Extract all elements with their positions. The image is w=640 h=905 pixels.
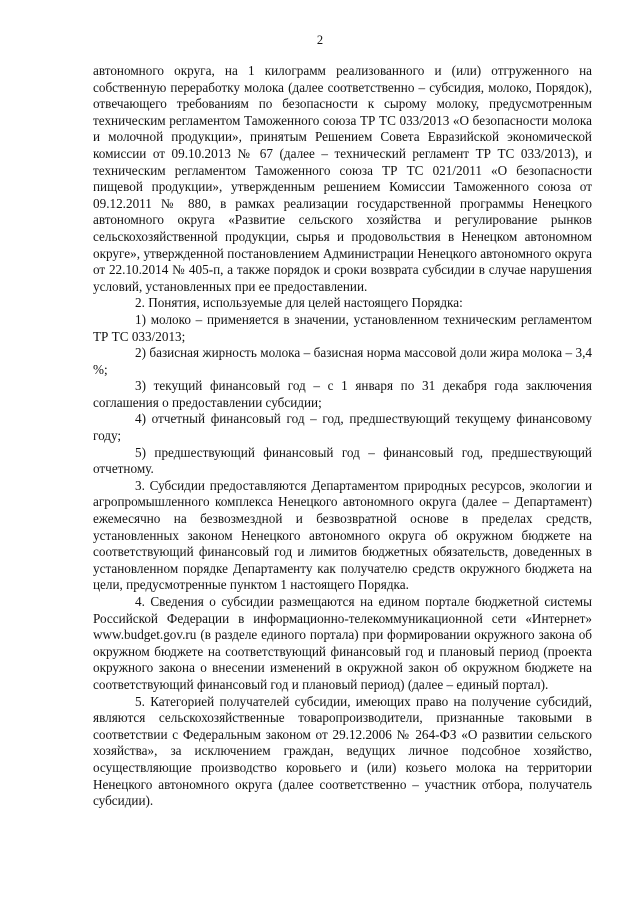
definition-reporting-year: 4) отчетный финансовый год – год, предшествующий текущему финансовому году; <box>93 411 592 444</box>
definition-milk: 1) молоко – применяется в значении, установленном техническим регламентом ТР ТС 033/2013; <box>93 311 592 344</box>
definition-preceding-year: 5) предшествующий финансовый год – финансовый год, предшествующий отчетному. <box>93 444 592 477</box>
page-number: 2 <box>316 33 324 47</box>
paragraph-4-portal: 4. Сведения о субсидии размещаются на едином портале бюджетной системы Российской Федерации в информационно-телекоммуникационной сети «Интернет» www.budget.gov.ru (в разделе единого портала) при формировании окружного закона об окружном бюджете на соответствующий финансовый год и плановый период (проекта окружного закона о внесении изменений в окружной закон об окружном бюджете на соответствующий финансовый год и плановый период) (далее – единый портал). <box>93 594 592 692</box>
paragraph-3-subsidies: 3. Субсидии предоставляются Департаментом природных ресурсов, экологии и агропромышленного комплекса Ненецкого автономного округа (далее – Департамент) ежемесячно на безвозмездной и безвозвратной основе в пределах средств, установленных законом Ненецкого автономного округа об окружном бюджете на соответствующий финансовый год и лимитов бюджетных обязательств, доведенных в установленном порядке Департаменту как получателю средств окружного бюджета на цели, предусмотренные пунктом 1 настоящего Порядка. <box>93 477 592 593</box>
definition-current-year: 3) текущий финансовый год – с 1 января по 31 декабря года заключения соглашения о предоставлении субсидии; <box>93 378 592 410</box>
paragraph-intro-continuation: автономного округа, на 1 килограмм реализованного и (или) отгруженного на собственную переработку молока (далее соответственно – субсидия, молоко, Порядок), отвечающего требованиям по безопасности к сырому молоку, предусмотренным техническим регламентом Таможенного союза ТР ТС 033/2013 «О безопасности молока и молочной продукции», принятым Решением Совета Евразийской экономической комиссии от 09.10.2013 № 67 (далее – технический регламент ТР ТС 033/2013), и техническим регламентом Таможенного союза ТР ТС 021/2011 «О безопасности пищевой продукции», утвержденным решением Комиссии Таможенного союза от 09.12.2011 № 880, в рамках реализации государственной программы Ненецкого автономного округа «Развитие сельского хозяйства и регулирование рынков сельскохозяйственной продукции, сырья и продовольствия в Ненецком автономном округе», утвержденной постановлением Администрации Ненецкого автономного округа от 22.10.2014 № 405-п, а также порядок и сроки возврата субсидии в случае нарушения условий, установленных при ее предоставлении. <box>93 63 592 294</box>
paragraph-5-recipients: 5. Категорией получателей субсидии, имеющих право на получение субсидий, являются сельскохозяйственные товаропроизводители, признанные таковыми в соответствии с Федеральным законом от 29.12.2006 № 264-ФЗ «О развитии сельского хозяйства», за исключением граждан, ведущих личное подсобное хозяйство, осуществляющие производство коровьего и (или) козьего молока на территории Ненецкого автономного округа (далее соответственно – участник отбора, получатель субсидии). <box>93 693 592 809</box>
document-body <box>93 63 592 810</box>
paragraph-2-definitions: 2. Понятия, используемые для целей настоящего Порядка: <box>135 295 463 311</box>
definition-base-fat: 2) базисная жирность молока – базисная норма массовой доли жира молока – 3,4 %; <box>93 345 592 377</box>
